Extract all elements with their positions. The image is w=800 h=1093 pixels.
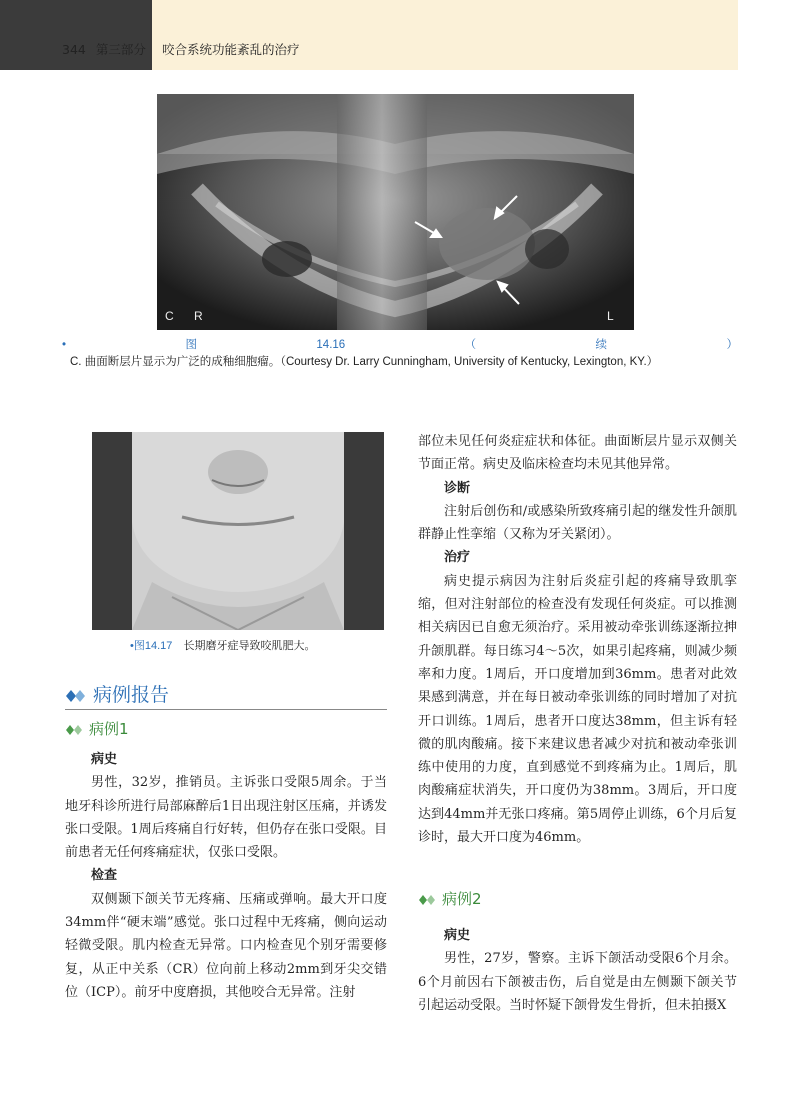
case1-title-text: 病例1 (89, 720, 129, 738)
right-column (418, 430, 737, 849)
running-header (62, 40, 300, 58)
case1-exam-heading: 检查 (91, 868, 118, 884)
case1-treatment-text: 病史提示病因为注射后炎症引起的疼痛导致肌挛缩，但对注射部位的检查没有发现任何炎症。可以推测相关病因已自愈无须治疗。采用被动牵张训练逐渐拉抻升颌肌群。每日练习4～5次，如果引起疼痛，则减少频率和力度。1周后，开口度增加到36mm。患者对此效果感到满意，并在每日被动牵张训练的同时增加了对抗开口训练。1周后，患者开口度达38mm，但主诉有轻微的肌肉酸痛。接下来建议患者减少对抗和被动牵张训练中使用的力度，直到感觉不到疼痛为止。1周后，肌肉酸痛症状消失，开口度仍为38mm。3周后，开口度达到44mm并无张口疼痛。第5周停止训练，6个月后复诊时，最大开口度为46mm。 (418, 573, 737, 846)
case1-treatment-heading: 治疗 (444, 550, 471, 566)
caption-text: 长期磨牙症导致咬肌肥大。 (183, 640, 316, 652)
case1-diagnosis-text: 注射后创伤和/或感染所致疼痛引起的继发性升颌肌群静止性挛缩（又称为牙关紧闭）。 (418, 503, 737, 543)
case2-title (418, 888, 482, 909)
figure-14-17-caption (130, 637, 315, 653)
xray-label-l: L (607, 309, 614, 323)
diamond-icon (65, 688, 87, 704)
left-column (65, 748, 387, 1004)
panoramic-xray-image (157, 94, 634, 330)
section-divider (65, 709, 387, 710)
jaw-photo-image (92, 432, 384, 630)
xray-label-c: C (165, 309, 174, 323)
caption-id: •图14.17 (130, 640, 173, 652)
header-dark-block (0, 0, 152, 70)
section-title (65, 680, 169, 707)
caption-text: C. 曲面断层片显示为广泛的成釉细胞瘤。（Courtesy Dr. Larry Cunningham, University of Kentucky, Lexington, KY.） (70, 356, 659, 368)
xray-label-r: R (194, 309, 203, 323)
case1-exam-text: 双侧颞下颌关节无疼痛、压痛或弹响。最大开口度34mm伴“硬末端”感觉。张口过程中无疼痛，侧向运动轻微受限。肌内检查无异常。口内检查见个别牙需要修复，从正中关系（CR）位向前上移动2mm到牙尖交错位（ICP）。前牙中度磨损，其他咬合无异常。注射 (65, 891, 387, 1000)
case1-diagnosis-heading: 诊断 (444, 480, 471, 496)
section-title-text: 病例报告 (93, 684, 170, 706)
case2-history-text: 男性，27岁，警察。主诉下颌活动受限6个月余。6个月前因右下颌被击伤，后自觉是由左侧颞下颌关节引起运动受限。当时怀疑下颌骨发生骨折，但未拍摄X (418, 951, 737, 1013)
case1-exam-continued: 部位未见任何炎症症状和体征。曲面断层片显示双侧关节面正常。病史及临床检查均未见其他异常。 (418, 434, 737, 473)
case1-title (65, 718, 129, 739)
case1-history-heading: 病史 (91, 752, 118, 767)
chapter-title: 咬合系统功能紊乱的治疗 (162, 42, 300, 57)
page-number: 344 (62, 42, 86, 57)
diamond-icon (65, 724, 83, 736)
case1-history-text: 男性，32岁，推销员。主诉张口受限5周余。于当地牙科诊所进行局部麻醉后1日出现注射区压痛，并诱发张口受限。1周后疼痛自行好转，但仍存在张口受限。目前患者无任何疼痛症状，仅张口受限。 (65, 775, 387, 861)
diamond-icon (418, 894, 436, 906)
figure-14-16-caption (62, 337, 738, 371)
part-label: 第三部分 (95, 42, 146, 57)
case2-history-heading: 病史 (444, 928, 471, 943)
case2-body (418, 924, 737, 1017)
header-light-block (152, 0, 738, 70)
case2-title-text: 病例2 (442, 890, 482, 908)
caption-id: •图14.16（续） (62, 339, 738, 351)
